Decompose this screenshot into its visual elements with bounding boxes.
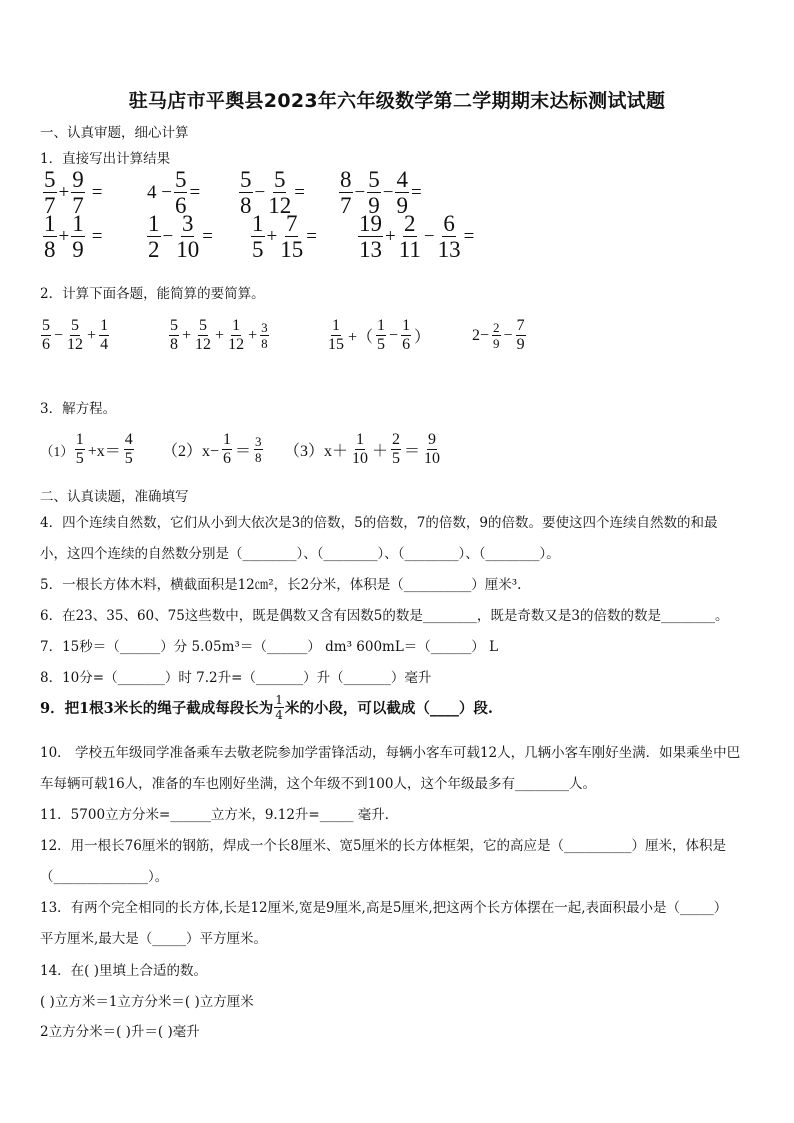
question-11: 11．5700立方分米=______立方米，9.12升=_____ 毫升． (40, 807, 399, 823)
section-2-heading: 二、认真读题，准确填写 (40, 489, 189, 505)
q2-expr-2: $\frac{5}{8}$ + $\frac{5}{12}$ + $\frac{1}{12}$ + $\frac{3}{8}$ (170, 317, 268, 353)
q3-equation-1: （1） $\frac{1}{5}$ +x＝ $\frac{4}{5}$ (40, 431, 133, 467)
section-1-heading: 一、认真审题，细心计算 (40, 125, 189, 141)
question-4-line-1: 4．四个连续自然数，它们从小到大依次是3的倍数，5的倍数，7的倍数，9的倍数。要使这四个连续自然数的和最 (40, 515, 718, 531)
question-14-line-2: ( )立方米＝1立方分米＝( )立方厘米 (40, 994, 254, 1010)
q1-expr-8: $\frac{19}{13}$ + $\frac{2}{11}$ − $\frac{6}{13}$ = (359, 211, 475, 262)
q2-expr-4: 2− $\frac{2}{9}$ − $\frac{7}{9}$ (472, 317, 525, 353)
question-10-line-1: 10． 学校五年级同学准备乘车去敬老院参加学雷锋活动，每辆小客车可载12人，几辆小客车刚好坐满．如果乘坐中巴 (40, 745, 741, 761)
q2-expr-3: $\frac{1}{15}$ +（ $\frac{1}{5}$ − $\frac{1}{6}$ ） (328, 317, 431, 353)
question-6: 6．在23、35、60、75这些数中，既是偶数又含有因数5的数是________，既是奇数又是3的倍数的数是________。 (40, 608, 729, 624)
q2-expr-1: $\frac{5}{6}$ − $\frac{5}{12}$ + $\frac{1}{4}$ (42, 317, 109, 353)
question-14-line-1: 14．在( )里填上合适的数。 (40, 963, 208, 979)
question-9: 9．把1根3米长的绳子截成每段长为 $\frac{1}{4}$ 米的小段，可以截成（____）段. (40, 693, 493, 722)
q1-expr-1: $\frac{5}{7}$ + $\frac{9}{7}$ = (44, 167, 103, 218)
question-2-label: 2．计算下面各题，能简算的要简算。 (40, 286, 265, 302)
q3-equation-2: （2）x− $\frac{1}{6}$ ＝ $\frac{3}{8}$ (162, 431, 262, 467)
question-13-line-1: 13．有两个完全相同的长方体,长是12厘米,宽是9厘米,高是5厘米,把这两个长方体摆在一起,表面积最小是（_____） (40, 900, 728, 916)
question-12-line-1: 12．用一根长76厘米的钢筋，焊成一个长8厘米、宽5厘米的长方体框架，它的高应是（__________）厘米，体积是 (40, 838, 727, 854)
question-7: 7．15秒＝（______）分 5.05m³＝（______） dm³ 600mL＝（______） L (40, 639, 499, 655)
question-1-label: 1．直接写出计算结果 (40, 151, 171, 167)
page-title: 驻马店市平舆县2023年六年级数学第二学期期末达标测试试题 (128, 90, 666, 112)
question-8: 8．10分=（_______）时 7.2升=（_______）升（_______）毫升 (40, 670, 432, 686)
question-13-line-2: 平方厘米,最大是（_____）平方厘米。 (40, 931, 268, 947)
q3-equation-3: （3）x＋ $\frac{1}{10}$ ＋ $\frac{2}{5}$ ＝ $\frac{9}{10}$ (284, 431, 441, 467)
q1-expr-4: $\frac{8}{7}$ − $\frac{5}{9}$ − $\frac{4}{9}$ = (340, 167, 422, 218)
q1-expr-6: $\frac{1}{2}$ − $\frac{3}{10}$ = (148, 211, 213, 262)
question-12-line-2: （______________）。 (40, 869, 169, 885)
q1-expr-7: $\frac{1}{5}$ + $\frac{7}{15}$ = (252, 211, 317, 262)
question-4-line-2: 小，这四个连续的自然数分别是（________）、（________）、（________）、（________）。 (40, 546, 560, 562)
question-14-line-3: 2立方分米＝( )升＝( )毫升 (40, 1024, 200, 1040)
q1-expr-2: 4 − $\frac{5}{6}$ = (147, 167, 201, 218)
q1-expr-5: $\frac{1}{8}$ + $\frac{1}{9}$ = (44, 211, 103, 262)
q1-expr-3: $\frac{5}{8}$ − $\frac{5}{12}$ = (240, 167, 305, 218)
question-5: 5．一根长方体木料，横截面积是12㎝²，长2分米，体积是（__________）厘米³. (40, 577, 522, 593)
question-10-line-2: 车每辆可载16人，准备的车也刚好坐满，这个年级不到100人，这个年级最多有________人。 (40, 776, 596, 792)
question-3-label: 3．解方程。 (40, 401, 117, 417)
